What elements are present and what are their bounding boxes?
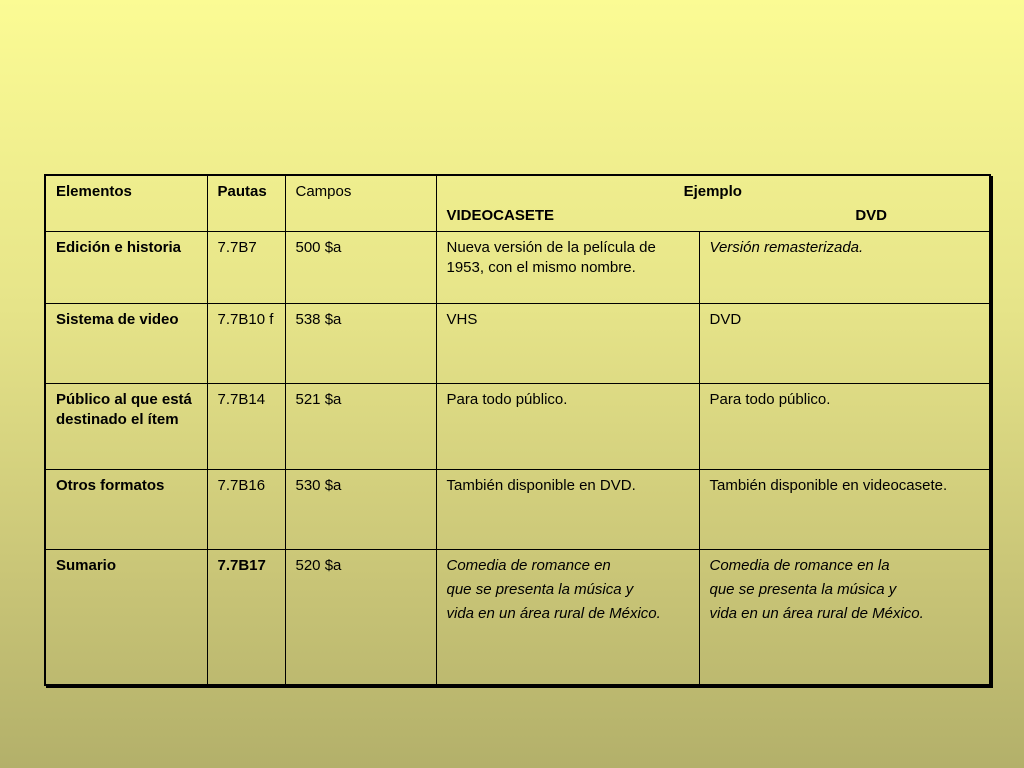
cell-videocasete: También disponible en DVD. [436, 469, 699, 549]
table-row [45, 549, 990, 685]
cell-elemento: Sistema de video [45, 303, 207, 383]
cell-pauta: 7.7B10 f [207, 303, 285, 383]
sumario-video-line: Comedia de romance en [446, 556, 611, 574]
header-ejemplo [436, 175, 990, 231]
header-elementos: Elementos [45, 175, 207, 231]
subheader-videocasete: VIDEOCASETE [446, 207, 555, 224]
cell-dvd [699, 549, 990, 685]
header-row [45, 175, 990, 231]
cell-dvd: DVD [699, 303, 990, 383]
cell-campo: 500 $a [285, 231, 436, 303]
cell-campo: 538 $a [285, 303, 436, 383]
cell-videocasete [436, 549, 699, 685]
cell-pauta: 7.7B16 [207, 469, 285, 549]
cell-elemento: Público al que está destinado el ítem [45, 383, 207, 469]
cell-videocasete: Nueva versión de la película de 1953, con el mismo nombre. [436, 231, 699, 303]
cell-dvd: Versión remasterizada. [699, 231, 990, 303]
cell-campo: 530 $a [285, 469, 436, 549]
cell-elemento: Otros formatos [45, 469, 207, 549]
table-row [45, 469, 990, 549]
cell-campo: 520 $a [285, 549, 436, 685]
cell-dvd: También disponible en videocasete. [699, 469, 990, 549]
cell-pauta: 7.7B17 [207, 549, 285, 685]
sumario-video-line: vida en un área rural de México. [446, 604, 661, 622]
cell-videocasete: VHS [436, 303, 699, 383]
sumario-dvd-line: que se presenta la música y [709, 580, 897, 598]
sumario-video-line: que se presenta la música y [446, 580, 634, 598]
cell-dvd: Para todo público. [699, 383, 990, 469]
cell-videocasete: Para todo público. [436, 383, 699, 469]
cell-elemento: Sumario [45, 549, 207, 685]
ejemplo-title: Ejemplo [683, 183, 742, 200]
catalog-table [44, 174, 991, 686]
sumario-dvd-line: vida en un área rural de México. [709, 604, 924, 622]
table-row [45, 383, 990, 469]
header-campos: Campos [285, 175, 436, 231]
cell-campo: 521 $a [285, 383, 436, 469]
subheader-dvd: DVD [855, 207, 888, 224]
cell-pauta: 7.7B14 [207, 383, 285, 469]
cell-pauta: 7.7B7 [207, 231, 285, 303]
sumario-dvd-line: Comedia de romance en la [709, 556, 890, 574]
header-pautas: Pautas [207, 175, 285, 231]
cell-elemento: Edición e historia [45, 231, 207, 303]
table-row [45, 303, 990, 383]
table-row [45, 231, 990, 303]
ejemplo-subheaders [447, 206, 980, 226]
